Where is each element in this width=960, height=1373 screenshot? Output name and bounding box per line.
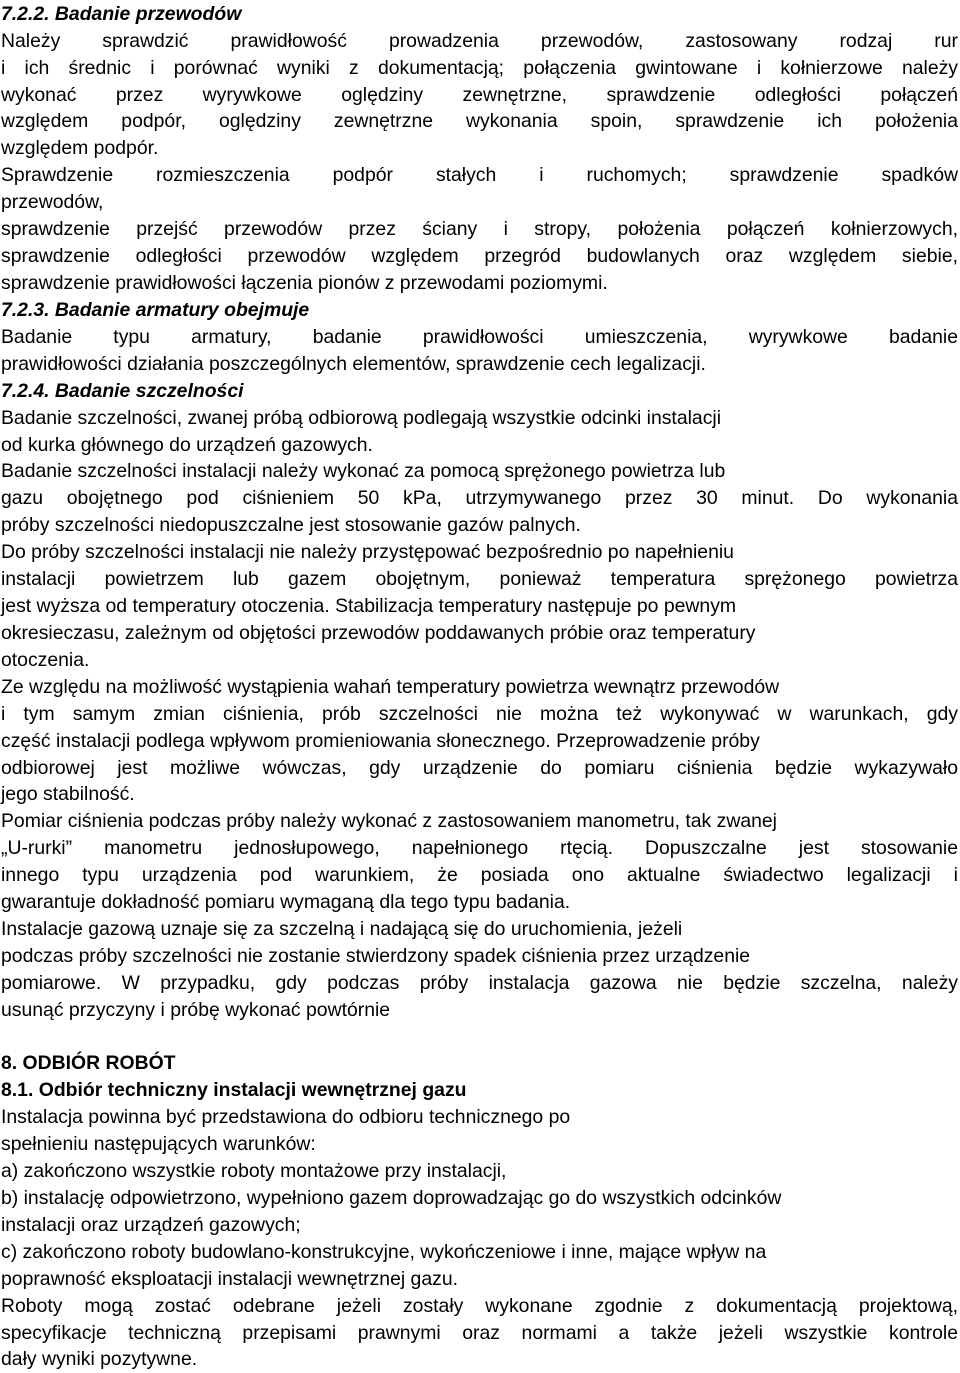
paragraph-line: jego stabilność.	[1, 783, 135, 805]
paragraph-line: otoczenia.	[1, 649, 90, 671]
paragraph-line: spełnieniu następujących warunków:	[1, 1133, 316, 1155]
paragraph-line: sprawdzenie prawidłowości łączenia pionów z przewodami poziomymi.	[1, 272, 608, 294]
paragraph-line: Badanie szczelności instalacji należy wykonać za pomocą sprężonego powietrza lub	[1, 460, 726, 482]
paragraph-line: podczas próby szczelności nie zostanie stwierdzony spadek ciśnienia przez urządzenie	[1, 945, 751, 967]
section-title: Badanie szczelności	[54, 380, 244, 402]
paragraph-line: Roboty mogą zostać odebrane jeżeli zostały wykonane zgodnie z dokumentacją projektową,	[1, 1295, 958, 1317]
paragraph-line: Badanie typu armatury, badanie prawidłowości umieszczenia, wyrywkowe badanie	[1, 326, 958, 348]
section-number: 7.2.3.	[1, 299, 50, 321]
paragraph-line: jest wyższa od temperatury otoczenia. Stabilizacja temperatury następuje po pewnym	[1, 595, 737, 617]
paragraph-line: specyfikacje techniczną przepisami prawnymi oraz normami a także jeżeli wszystkie kontrole	[1, 1322, 958, 1344]
section-7-2-3-heading	[1, 297, 309, 324]
paragraph-line: instalacji oraz urządzeń gazowych;	[1, 1214, 301, 1236]
paragraph-line: Instalacja powinna być przedstawiona do odbioru technicznego po	[1, 1106, 571, 1128]
list-item-b: b) instalację odpowietrzono, wypełniono gazem doprowadzając go do wszystkich odcinków	[1, 1187, 782, 1209]
paragraph-line: względem podpór.	[1, 137, 159, 159]
section-7-2-2-heading	[1, 1, 241, 28]
paragraph-line: „U-rurki” manometru jednosłupowego, napełnionego rtęcią. Dopuszczalne jest stosowanie	[1, 837, 958, 859]
paragraph-line: Należy sprawdzić prawidłowość prowadzenia przewodów, zastosowany rodzaj rur	[1, 30, 958, 52]
paragraph-line: przewodów,	[1, 191, 104, 213]
paragraph-line: usunąć przyczyny i próbę wykonać powtórnie	[1, 999, 391, 1021]
paragraph-line: i ich średnic i porównać wyniki z dokumentacją; połączenia gwintowane i kołnierzowe należy	[1, 57, 958, 79]
paragraph-line: Sprawdzenie rozmieszczenia podpór stałych i ruchomych; sprawdzenie spadków	[1, 164, 958, 186]
section-8-heading: 8. ODBIÓR ROBÓT	[1, 1052, 176, 1074]
list-item-c: c) zakończono roboty budowlano-konstrukcyjne, wykończeniowe i inne, mające wpływ na	[1, 1241, 767, 1263]
paragraph-line: Badanie szczelności, zwanej próbą odbiorową podlegają wszystkie odcinki instalacji	[1, 407, 722, 429]
paragraph-line: Instalacje gazową uznaje się za szczelną i nadającą się do uruchomienia, jeżeli	[1, 918, 683, 940]
section-number: 7.2.4.	[1, 380, 50, 402]
list-item-a: a) zakończono wszystkie roboty montażowe przy instalacji,	[1, 1160, 507, 1182]
paragraph-line: od kurka głównego do urządzeń gazowych.	[1, 434, 373, 456]
paragraph-line: sprawdzenie przejść przewodów przez ściany i stropy, położenia połączeń kołnierzowych,	[1, 218, 958, 240]
section-8-1-heading: 8.1. Odbiór techniczny instalacji wewnętrznej gazu	[1, 1079, 467, 1101]
paragraph-line: Pomiar ciśnienia podczas próby należy wykonać z zastosowaniem manometru, tak zwanej	[1, 810, 777, 832]
paragraph-line: próby szczelności niedopuszczalne jest stosowanie gazów palnych.	[1, 514, 581, 536]
paragraph-line: część instalacji podlega wpływom promieniowania słonecznego. Przeprowadzenie próby	[1, 730, 760, 752]
paragraph-line: gwarantuje dokładność pomiaru wymaganą dla tego typu badania.	[1, 891, 571, 913]
paragraph-line: Do próby szczelności instalacji nie należy przystępować bezpośrednio po napełnieniu	[1, 541, 734, 563]
paragraph-line: wykonać przez wyrywkowe oględziny zewnętrzne, sprawdzenie odległości połączeń	[1, 84, 958, 106]
paragraph-line: okresieczasu, zależnym od objętości przewodów poddawanych próbie oraz temperatury	[1, 622, 756, 644]
section-title: Badanie przewodów	[54, 3, 242, 25]
section-7-2-4-heading	[1, 378, 244, 405]
paragraph-line: gazu obojętnego pod ciśnieniem 50 kPa, utrzymywanego przez 30 minut. Do wykonania	[1, 487, 958, 509]
paragraph-line: i tym samym zmian ciśnienia, prób szczelności nie można też wykonywać w warunkach, gdy	[1, 703, 958, 725]
section-title: Badanie armatury obejmuje	[54, 299, 310, 321]
paragraph-line: poprawność eksploatacji instalacji wewnętrznej gazu.	[1, 1268, 458, 1290]
paragraph-line: pomiarowe. W przypadku, gdy podczas próby instalacja gazowa nie będzie szczelna, należy	[1, 972, 958, 994]
paragraph-line: odbiorowej jest możliwe wówczas, gdy urządzenie do pomiaru ciśnienia będzie wykazywało	[1, 757, 958, 779]
paragraph-line: Ze względu na możliwość wystąpienia wahań temperatury powietrza wewnątrz przewodów	[1, 676, 780, 698]
paragraph-line: innego typu urządzenia pod warunkiem, że posiada ono aktualne świadectwo legalizacji i	[1, 864, 958, 886]
paragraph-line: prawidłowości działania poszczególnych elementów, sprawdzenie cech legalizacji.	[1, 353, 706, 375]
paragraph-line: sprawdzenie odległości przewodów względem przegród budowlanych oraz względem siebie,	[1, 245, 958, 267]
paragraph-line: dały wyniki pozytywne.	[1, 1348, 198, 1370]
paragraph-line: instalacji powietrzem lub gazem obojętnym, ponieważ temperatura sprężonego powietrza	[1, 568, 958, 590]
paragraph-line: względem podpór, oględziny zewnętrzne wykonania spoin, sprawdzenie ich położenia	[1, 110, 958, 132]
section-number: 7.2.2.	[1, 3, 50, 25]
